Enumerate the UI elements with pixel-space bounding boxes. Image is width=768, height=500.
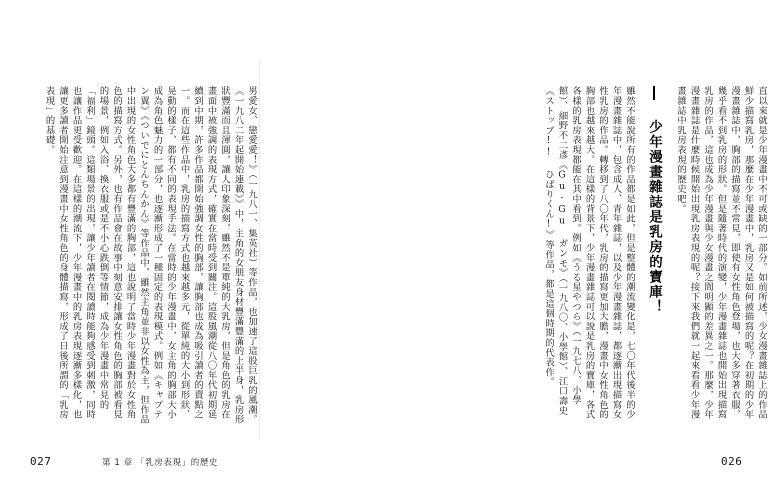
left-page-number: 027 [30,455,52,468]
right-page-section-text: 雖然不能說所有的作品都是如此，但是整體的潮流變化是，七〇年代後半的少年漫畫雜誌中，包含成人、青年雜誌，以及少年漫畫雜誌，都逐漸出現描寫女性乳房的作品。轉移到了八〇年代，乳房的描寫更加大膽，漫畫中女性角色的胸部也越來越大。在這樣的背景下，少年漫畫雜誌可以說是乳房的寶庫，各式各樣的乳房表現都能在其中看到。例如《うる星やつら》（一九七八、小學館）、細野不二彥《Gu-Gu ガンモ》（一九八〇、小學館）、江口壽史《ストップ!! ひばりくん!》等作品，都是這個時期的代表作。 [543,86,635,420]
right-page [260,0,767,500]
right-page-intro-text: 直以來就是少年漫畫中不可或缺的一部分。如前所述，少女漫畫雜誌上的作品鮮少描寫乳房，那麼在少年漫畫中，乳房又是如何被描寫的呢？在初期的少年漫畫雜誌中，胸部的描寫並不常見，即使有女性角色登場，也大多穿著衣服，幾乎看不到乳房的形狀。但是隨著時代的演變，少年漫畫雜誌也開始出現描寫乳房的作品，這也成為少年漫畫與少女漫畫之間明顯的差異之一。那麼，少年漫畫雜誌是什麼時候開始出現乳房表現的呢？接下來我們就一起來看看少年漫畫雜誌中乳房表現的歷史吧。 [675,86,767,420]
running-header: 第 1 章 「乳房表現」的歷史 [102,458,219,468]
right-page-number: 026 [721,455,743,468]
section-heading [640,86,664,406]
left-page-body-text: 男愛女、戀愛愛！》（一九八一、集英社）等作品，也加速了這股巨乳的風潮。《一九八二年起開始連載》》中，主角的女朋友身材豐滿豐滿的上半身，乳房形狀豐滿而且渾圓，讓人印象深刻，雖然不是單純的大乳房，但是角色的乳房在畫面中被強調的表現方式，確實在當時受到關注。這股風潮從八〇年代初期延續到中期，許多作品都開始強調女性的胸部，讓胸部也成為吸引讀者的賣點之一。而在這些作品中，乳房的描寫方式也越來越多元，從單純的大小到形狀、晃動的樣子，都有不同的表現手法。在當時的少年漫畫中，女主角的胸部大小成為角色魅力的一部分，也逐漸形成了一種固定的表現模式。例如《キャプテン翼》《ついでにとんちんかん》等作品中，雖然主角並非以女性為主，但作品中出現的女性角色大多都有豐滿的胸部，這也說明了當時少年漫畫對於女性角色的描寫方式。另外，也有作品會在故事中刻意安排讓女性角色的胸部被看見的場景，例如入浴、換衣服或是不小心跌倒等情節，成為少年漫畫中常見的「福利」鏡頭。這類場景的出現，讓少年讀者在閱讀時能夠感受到刺激，同時也讓作品更受歡迎。在這樣的潮流下，少年漫畫中的乳房表現逐漸多樣化，也讓更多讀者開始注意到漫畫中女性角色的身體描寫，形成了日後所謂的「乳房表現」的基礎。 [43,86,257,425]
section-heading-text: 少年漫畫雜誌是乳房的寶庫！ [646,119,662,315]
heading-bar-icon [653,86,655,100]
left-page [0,0,260,500]
